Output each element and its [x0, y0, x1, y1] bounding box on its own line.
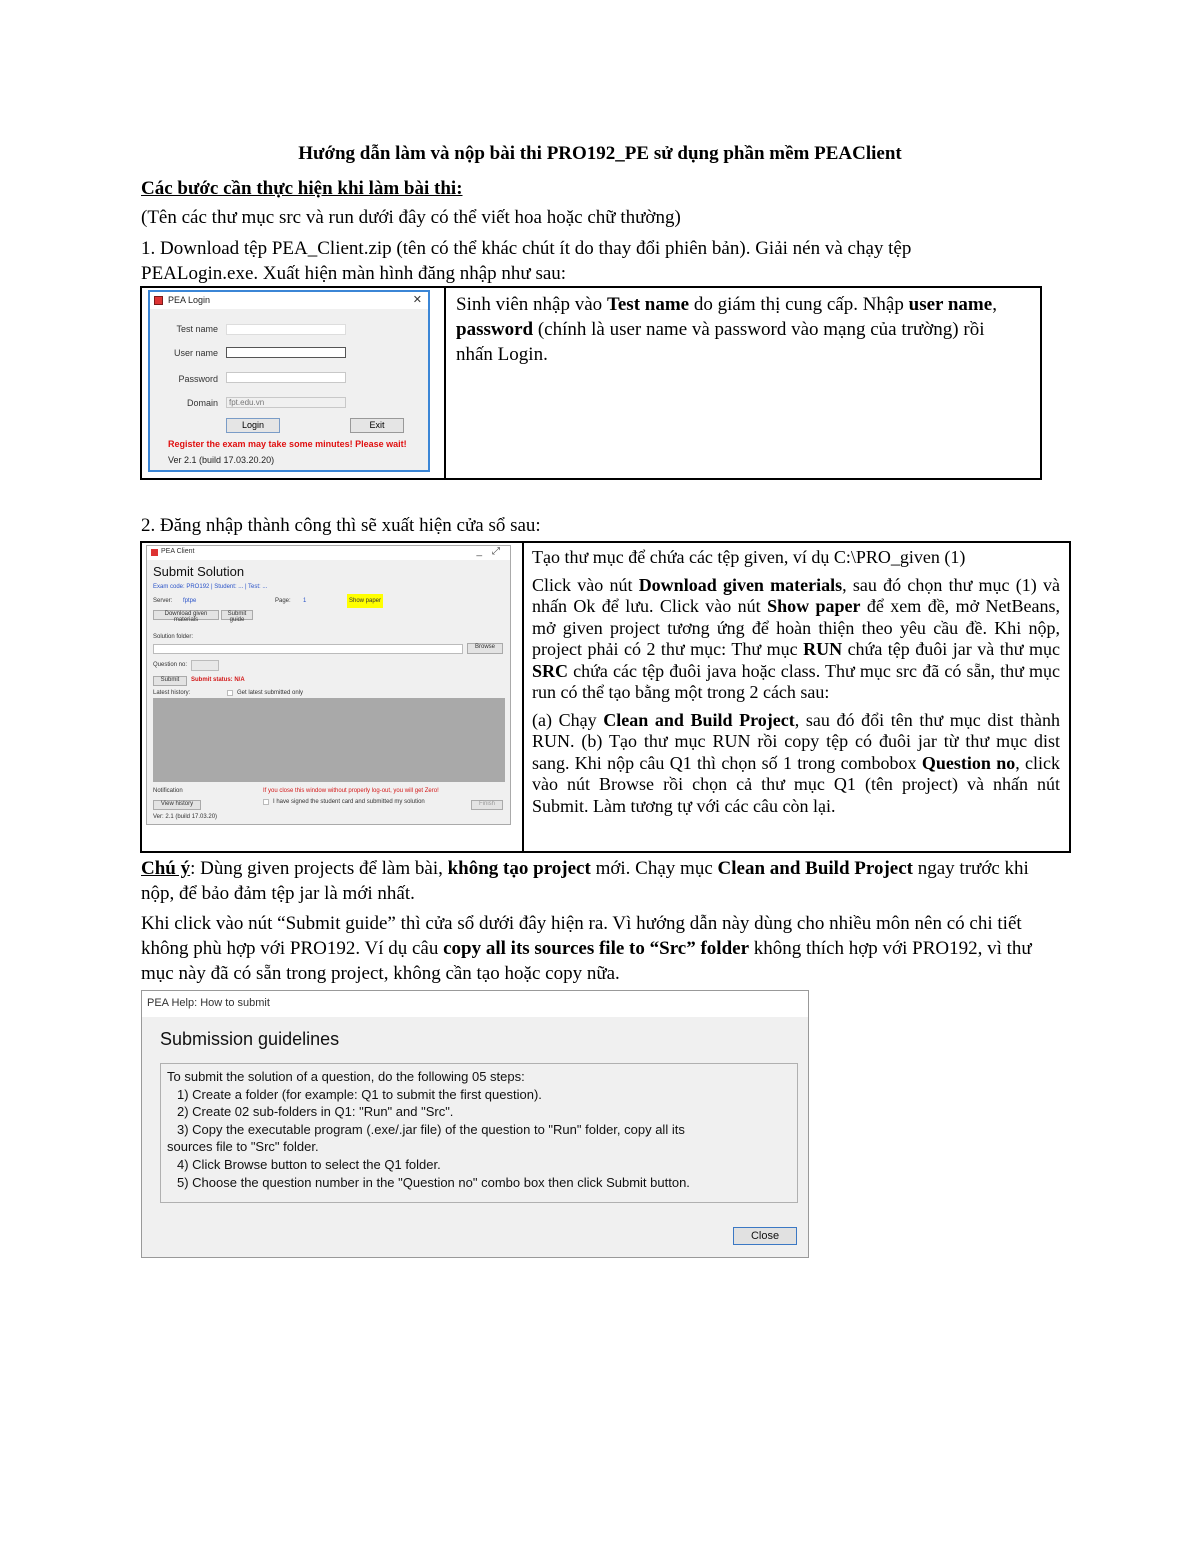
close-button[interactable]: Close [733, 1227, 797, 1245]
submit-table [140, 541, 1071, 853]
guide-titlebar [142, 991, 808, 1017]
guide-window-title: PEA Help: How to submit [147, 997, 270, 1009]
solution-folder-label: Solution folder: [153, 634, 194, 640]
submit-heading: Submit Solution [153, 564, 245, 579]
step2-text: 2. Đăng nhập thành công thì sẽ xuất hiện cửa sổ sau: [141, 515, 541, 536]
login-button[interactable]: Login [226, 418, 280, 433]
note-label: Chú ý [141, 858, 191, 879]
password-label: Password [178, 374, 218, 384]
guide-step: 2) Create 02 sub-folders in Q1: "Run" and "Src". [177, 1104, 454, 1120]
login-instructions: Sinh viên nhập vào Test name do giám thị cung cấp. Nhập user name, password (chính là user name và password vào mạng của trường) rồi nhấn Login. [456, 294, 997, 365]
signed-checkbox[interactable] [263, 799, 269, 805]
submit-titlebar [147, 546, 510, 560]
resize-icon[interactable]: ⤢ [492, 546, 500, 557]
login-window [148, 290, 430, 472]
latest-history-label: Latest history: [153, 690, 191, 696]
notification-label: Notification [153, 788, 183, 794]
login-table [140, 286, 1042, 480]
show-paper-button[interactable]: Show paper [347, 594, 383, 608]
signed-label: I have signed the student card and submitted my solution [273, 799, 425, 805]
server-value: fptpe [183, 598, 197, 604]
submit-window [146, 545, 511, 825]
guide-step: 4) Click Browse button to select the Q1 folder. [177, 1156, 441, 1172]
test-name-input[interactable] [226, 324, 346, 335]
submit-instructions [532, 547, 1060, 823]
submit-status: Submit status: N/A [191, 677, 245, 683]
guide-steps-panel [160, 1063, 798, 1203]
guide-heading: Submission guidelines [160, 1029, 340, 1049]
guide-intro: To submit the solution of a question, do the following 05 steps: [167, 1069, 525, 1084]
password-input[interactable] [226, 372, 346, 383]
guide-step: 5) Choose the question number in the "Question no" combo box then click Submit button. [177, 1174, 690, 1190]
server-label: Server: [153, 598, 173, 604]
history-panel [153, 698, 505, 782]
page-value: 1 [303, 598, 307, 604]
instruction-folder: Tạo thư mục để chứa các tệp given, ví dụ C:\PRO_given (1) [532, 547, 966, 567]
download-materials-tab[interactable]: Download given materials [153, 610, 219, 620]
guidelines-window [141, 990, 809, 1258]
guide-paragraph: Khi click vào nút “Submit guide” thì cửa sổ dưới đây hiện ra. Vì hướng dẫn này dùng cho nhiều môn nên có chi tiết không phù hợp với PRO192. Ví dụ câu copy all its sources file to “Src” folder không thích hợp với PRO192, vì thư mục này đã có sẵn trong project, không cần tạo hoặc copy nữa. [141, 913, 1032, 984]
domain-input[interactable]: fpt.edu.vn [226, 397, 346, 408]
test-name-label: Test name [176, 324, 218, 334]
instruction-build: (a) Chạy Clean and Build Project, sau đó đổi tên thư mục dist thành RUN. (b) Tạo thư mục RUN rồi copy tệp có đuôi jar từ thư mục dist sang. Khi nộp câu Q1 thì chọn số 1 trong combobox Question no, click vào nút Browse rồi chọn cả thư mục Q1 (tên project) và nhấn nút Submit. Làm tương tự với các câu còn lại. [532, 709, 1061, 816]
step1-line2: PEALogin.exe. Xuất hiện màn hình đăng nhập như sau: [141, 263, 567, 284]
submit-guide-tab[interactable]: Submit guide [221, 610, 253, 620]
page-label: Page: [275, 598, 291, 604]
submit-window-title: PEA Client [161, 548, 195, 555]
view-history-button[interactable]: View history [153, 800, 201, 810]
guide-step: sources file to "Src" folder. [167, 1139, 319, 1155]
case-note: (Tên các thư mục src và run dưới đây có thể viết hoa hoặc chữ thường) [141, 207, 681, 228]
note-paragraph: Chú ý: Dùng given projects để làm bài, không tạo project mới. Chạy mục Clean and Build Project ngay trước khi nộp, để bảo đảm tệp jar là mới nhất. [141, 858, 1029, 904]
finish-button[interactable]: Finish [471, 800, 503, 810]
user-name-label: User name [173, 348, 218, 358]
version-text: Ver 2.1 (build 17.03.20.20) [168, 455, 275, 465]
guide-step: 3) Copy the executable program (.exe/.jar file) of the question to "Run" folder, copy all its [177, 1121, 685, 1137]
submit-button[interactable]: Submit [153, 676, 187, 686]
domain-label: Domain [186, 398, 218, 408]
latest-only-label: Get latest submitted only [237, 690, 304, 696]
step1-line1: 1. Download tệp PEA_Client.zip (tên có thể khác chút ít do thay đổi phiên bản). Giải nén và chạy tệp [141, 238, 912, 259]
browse-button[interactable]: Browse [467, 643, 503, 654]
guide-step: 1) Create a folder (for example: Q1 to submit the first question). [177, 1086, 542, 1102]
login-titlebar [150, 292, 428, 309]
close-icon[interactable]: ✕ [412, 294, 422, 306]
question-no-select[interactable] [191, 660, 219, 671]
user-name-input[interactable] [226, 347, 346, 358]
login-window-title: PEA Login [168, 295, 211, 305]
latest-only-checkbox[interactable] [227, 690, 233, 696]
document-title: Hướng dẫn làm và nộp bài thi PRO192_PE sử dụng phần mềm PEAClient [298, 143, 902, 164]
exam-info: Exam code: PRO192 | Student: ... | Test: ... [153, 584, 268, 590]
instruction-download: Click vào nút Download given materials, sau đó chọn thư mục (1) và nhấn Ok để lưu. Click vào nút Show paper để xem đề, mở NetBeans, mở given project tương ứng để hoàn thiện theo yêu cầu đề. Khi nộp, project phải có 2 thư mục: Thư mục RUN chứa tệp đuôi jar và thư mục SRC chứa các tệp đuôi java hoặc class. Thư mục src đã có sẵn, thư mục run có thể tạo bằng một trong 2 cách sau: [532, 574, 1060, 702]
minimize-icon[interactable]: _ [476, 546, 482, 557]
section-subtitle: Các bước cần thực hiện khi làm bài thi: [141, 178, 463, 199]
app-icon [154, 296, 163, 305]
exit-button[interactable]: Exit [350, 418, 404, 433]
table-divider [522, 543, 524, 851]
register-warning: Register the exam may take some minutes! Please wait! [168, 439, 407, 449]
logout-warning: If you close this window without properly log-out, you will get Zero! [263, 788, 439, 794]
submit-version: Ver: 2.1 (build 17.03.20) [153, 814, 218, 820]
question-no-label: Question no: [153, 662, 188, 668]
solution-folder-input[interactable] [153, 644, 463, 654]
table-divider [444, 288, 446, 478]
app-icon [151, 549, 158, 556]
